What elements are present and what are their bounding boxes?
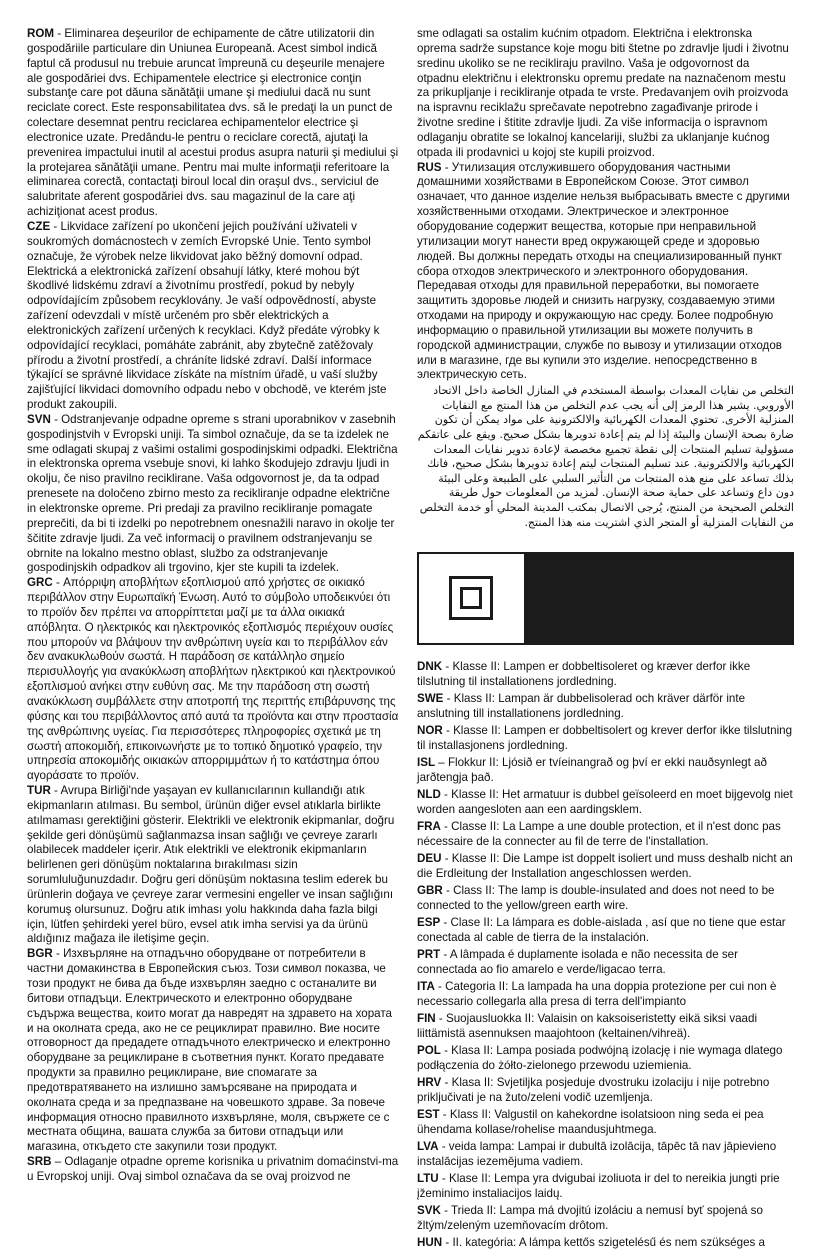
lang-paragraph-arabic: التخلص من نفايات المعدات بواسطة المستخدم في المنازل الخاصة داخل الاتحاد الأوروبي. يشير هذا الرمز إلى أنه يجب عدم التخلص من هذا المنتج مع النفايات المنزلية الأخرى. تحتوي المعدات الكهربائية والالكترونية على مواد يمكن أن تكون ضارة بصحة الإنسان والبيئة إذا لم يتم إعادة تدويرها بشكل صحيح. ويقع على عاتقكم مسؤولية تسليم المنتجات إلى نقطة تجميع مخصصة لإعادة تدوير نفايات المعدات الكهربائية والالكترونية. عند تسليم المنتجات ليتم إعادة تدويرها بشكل صحيح، فانك بذلك تساعد على منع هذه المنتجات من التأثير السلبي على الطبيعة وعلى البيئة دون داع وتساعد على حماية صحة الإنسان. لمزيد من المعلومات حول طريقة التخلص الصحيحة من المنتج، يُرجى الاتصال بمكتب المدينة المحلي أو خدمة التخلص من النفايات المنزلية أو المتجر الذي اشتريت منه هذا المنتج. bbox=[417, 384, 794, 529]
paragraph-text: Απόρριψη αποβλήτων εξοπλισμού από χρήστες σε οικιακό περιβάλλον στην Ευρωπαϊκή Ένωση. Αυτό το σύμβολο υποδεικνύει ότι το προϊόν δεν πρέπει να απορρίπτεται μαζί με τα άλλα οικιακά απόβλητα. Ο ηλεκτρικός και ηλεκτρονικός εξοπλισμός περιέχουν ουσίες που μπορούν να βλάψουν την ανθρώπινη υγεία και το περιβάλλον εάν δεν ανακυκλωθούν σωστά. Η παράδοση σε κατάλληλο σημείο περισυλλογής για ανακύκλωση αποβλήτων ηλεκτρικού και ηλεκτρονικού εξοπλισμού ανήκει στην ευθύνη σας. Με την παράδοση στη σωστή ανακύκλωση συμβάλλετε στην αποτροπή της περιττής επιβάρυνσης της φύσης και του περιβάλλοντος από αυτά τα προϊόντα και στην προστασία της ανθρώπινης υγείας. Για περισσότερες πληροφορίες σχετικά με τη σωστή αποκομιδή, επικοινωνήστε με το τοπικό δημοτικό γραφείο, την υπηρεσία αποκομιδής οικιακών απορριμμάτων ή το κατάστημα όπου αγοράσατε το προϊόν. bbox=[27, 576, 399, 783]
class-ii-item: ITA - Categoria II: La lampada ha una doppia protezione per cui non è necessario collegarla alla presa di terra dell'impianto bbox=[417, 979, 777, 1008]
paragraph-text: sme odlagati sa ostalim kućnim otpadom. Električna i elektronska oprema sadrže supstance koje mogu biti štetne po zdravlje ljudi i životnu sredinu ukoliko se ne recikliraju pravilno. Vaša je odgovornost da otpadnu električnu i elektronsku opremu predate na naznačenom mestu za prikupljanje i recikliranje otpada te vrste. Predavanjem ovih proizvoda na ispravnu reciklažu sprečavate nepotrebno zagađivanje prirode i životne sredine i štitite zdravlje ljudi. Za više informacija o ispravnom odlaganju obratite se lokalnoj kancelariji, službi za uklanjanje kućnog otpada ili prodavnici u kojoj ste kupili proizvod. bbox=[417, 27, 789, 159]
class-ii-item: FRA - Classe II: La Lampe a une double protection, et il n'est donc pas nécessaire de la connecter au fil de terre de l'installation. bbox=[417, 819, 781, 848]
class-ii-item: LTU - Klase II: Lempa yra dvigubai izoliuota ir del to nereikia jungti prie įžeminimo instaliacijos laidų. bbox=[417, 1171, 780, 1200]
lang-code: ESP bbox=[417, 915, 441, 929]
item-text: Klasse II: Die Lampe ist doppelt isoliert und muss deshalb nicht an die Erdleitung der Installation angeschlossen werden. bbox=[417, 851, 793, 880]
class-ii-item: HUN - II. kategória: A lámpa kettős szigetelésű és nem szükséges a bbox=[417, 1235, 765, 1249]
lang-paragraph-srb: SRB – Odlaganje otpadne opreme korisnika u privatnim domaćinstvi-ma u Evropskoj uniji. Ovaj simbol označava da se ovaj proizvod ne bbox=[27, 1155, 399, 1183]
inner-square bbox=[460, 587, 482, 609]
item-text: Suojausluokka II: Valaisin on kaksoiseristetty eikä siksi vaadi liittämistä asennuksen maajohtoon (keltainen/vihreä). bbox=[417, 1011, 758, 1040]
lang-code: ISL bbox=[417, 755, 436, 769]
paragraph-text: Утилизация отслужившего оборудования частными домашними хозяйствами в Европейском Союзе. Этот символ означает, что данное изделие нельзя выбрасывать вместе с другими хозяйственными отходами. Электрическое и электронное оборудование содержит вещества, которые при неправильной утилизации могут нанести вред окружающей среде и здоровью людей. Вы должны передать отходы на специализированный пункт сбора отходов электрического и электронного оборудования. Передавая отходы для правильной переработки, вы помогаете защитить здоровье людей и снизить нагрузку, создаваемую этими отходами на природу и окружающую нас среду. Более подробную информацию о правильной утилизации вы можете получить в городской администрации, службе по вывозу и утилизации отходов или в магазине, где вы купили это изделие. непосредственно в электрическую сеть. bbox=[417, 160, 790, 382]
item-text: Klass II: Valgustil on kahekordne isolatsioon ning seda ei pea ühendama kollase/rohelise maandusjuhtmega. bbox=[417, 1107, 764, 1136]
item-text: Klasse II: Het armatuur is dubbel geïsoleerd en moet bijgevolg niet worden aangesloten aan een aardingsklem. bbox=[417, 787, 793, 816]
item-text: Classe II: La Lampe a une double protection, et il n'est donc pas nécessaire de la connecter au fil de terre de l'installation. bbox=[417, 819, 781, 848]
class-ii-item: SVK - Trieda II: Lampa má dvojitú izoláciu a nemusí byť spojená so žltým/zeleným uzemňovacím drôtom. bbox=[417, 1203, 763, 1232]
lang-paragraph-bgr: BGR - Изхвърляне на отпадъчно оборудване от потребители в частни домакинства в Европейския съюз. Този символ показва, че този продукт не бива да бъде изхвърлян заедно с останалите ви битови отпадъци. Електрическото и електронно оборудване съдържа вещества, които могат да навредят на здравето на хората и на околната среда, ако не се рециклират правилно. Вие носите отговорност да предадете отпадъчното електрическо и електронно оборудване за рециклиране в съответния пункт. Когато предавате продукти за правилно рециклиране, вие спомагате за предотвратяването на излишно замърсяване на природата и околната среда и за предпазване на човешкото здраве. За повече информация относно правилното изхвърляне, моля, свържете се с местната община, вашата служба за битови отпадъци или магазина, откъдето сте закупили този продукт. bbox=[27, 947, 392, 1154]
class-ii-item: EST - Klass II: Valgustil on kahekordne isolatsioon ning seda ei pea ühendama kollase/rohelise maandusjuhtmega. bbox=[417, 1107, 764, 1136]
lang-code: TUR bbox=[27, 784, 51, 798]
item-text: A lâmpada é duplamente isolada e não necessita de ser connectada ao fio amarelo e verde/ligacao terra. bbox=[417, 947, 738, 976]
item-text: Clase II: La lámpara es doble-aislada , así que no tiene que estar conectada al cable de tierra de la instalación. bbox=[417, 915, 786, 944]
item-text: Klasse II: Lampen er dobbeltisolert og krever derfor ikke tilslutning til installasjonens jordledning. bbox=[417, 723, 793, 752]
item-text: Klasse II: Lampen er dobbeltisoleret og kræver derfor ikke tilslutning til installationens jordledning. bbox=[417, 660, 751, 688]
lang-code: CZE bbox=[27, 219, 51, 233]
lang-code: FRA bbox=[417, 819, 441, 833]
paragraph-text: Avrupa Birliği'nde yaşayan ev kullanıcılarının kullandığı atık ekipmanların atılması. Bu sembol, ürünün diğer evsel atıklarla birlikte atılmaması gerektiğini gösterir. Elektrikli ve elektronik ekipmanlar, doğru şekilde geri dönüşümü sağlanmazsa insan sağlığı ve çevreye zararlı olabilecek maddeler içerir. Atık elektrikli ve elektronik ekipmanların belirlenen geri dönüşüm noktalarına bırakılması sizin sorumluluğunuzdadır. Doğru geri dönüşüm noktasına teslim ederek bu ürünlerin doğaya ve çevreye zarar vermesini engeller ve insan sağlığını korumuş olursunuz. Doğru atık imhası yolu hakkında daha fazla bilgi için, lütfen şehirdeki yerel büro, evsel atık imha servisi ya da ürünü aldığınız mağaza ile iletişime geçin. bbox=[27, 784, 395, 946]
item-text: II. kategória: A lámpa kettős szigetelésű és nem szükséges a bbox=[452, 1235, 765, 1249]
item-text: Klasa II: Lampa posiada podwójną izolację i nie wymaga dlatego podłączenia do żółto-zielonego przewodu uziemienia. bbox=[417, 1043, 783, 1072]
class-ii-item: POL - Klasa II: Lampa posiada podwójną izolację i nie wymaga dlatego podłączenia do żółto-zielonego przewodu uziemienia. bbox=[417, 1043, 783, 1072]
lang-paragraph-rom: ROM - Eliminarea deşeurilor de echipamente de către utilizatorii din gospodăriile particulare din Uniunea Europeană. Acest simbol indică faptul că produsul nu trebuie aruncat împreună cu deşeurile menajere ale gospodăriei dvs. Echipamentele electrice şi electronice conţin substanţe care pot dăuna sănătăţii umane şi mediului dacă nu sunt reciclate corect. Este responsabilitatea dvs. să le predaţi la un punct de colectare desemnat pentru reciclarea echipamentelor electrice şi electronice uzate. Predându-le pentru o reciclare corectă, ajutaţi la prevenirea impactului inutil al acestui produs asupra naturii şi mediului şi la protejarea sănătăţii umane. Pentru mai multe informaţii referitoare la eliminarea corectă, contactaţi biroul local din oraşul dvs., serviciul de salubritate aferent gospodăriei dvs. sau magazinul de la care aţi achiziţionat acest produs. bbox=[27, 27, 399, 219]
lang-code: DNK bbox=[417, 660, 443, 673]
class-ii-item: GBR - Class II: The lamp is double-insulated and does not need to be connected to the yellow/green earth wire. bbox=[417, 883, 775, 912]
paragraph-text: Изхвърляне на отпадъчно оборудване от потребители в частни домакинства в Европейския съюз. Този символ показва, че този продукт не бива да бъде изхвърлян заедно с останалите ви битови отпадъци. Електрическото и електронно оборудване съдържа вещества, които могат да навредят на здравето на хората и на околната среда, ако не се рециклират правилно. Вие носите отговорност да предадете отпадъчното електрическо и електронно оборудване за рециклиране в съответния пункт. Когато предавате продукти за правилно рециклиране, вие спомагате за предотвратяването на излишно замърсяване на природата и околната среда и за предпазване на човешкото здраве. За повече информация относно правилното изхвърляне, моля, свържете се с местната община, вашата служба за битови отпадъци или магазина, откъдето сте закупили този продукт. bbox=[27, 947, 392, 1154]
lang-code: POL bbox=[417, 1043, 441, 1057]
class-ii-item: NOR - Klasse II: Lampen er dobbeltisolert og krever derfor ikke tilslutning til installasjonens jordledning. bbox=[417, 723, 793, 752]
class-ii-item: PRT - A lâmpada é duplamente isolada e não necessita de ser connectada ao fio amarelo e verde/ligacao terra. bbox=[417, 947, 738, 976]
class-ii-item: DEU - Klasse II: Die Lampe ist doppelt isoliert und muss deshalb nicht an die Erdleitung der Installation angeschlossen werden. bbox=[417, 851, 793, 880]
lang-paragraph-svn: SVN - Odstranjevanje odpadne opreme s strani uporabnikov v zasebnih gospodinjstvih v Evropski uniji. Ta simbol označuje, da se ta izdelek ne sme odlagati skupaj z vašimi ostalimi gospodinjskimi odpadki. Električna in elektronska oprema vsebuje snovi, ki lahko škodujejo zdravju ljudi in okolju, če niso pravilno reciklirane. Vaša odgovornost je, da ta odpad prenesete na določeno zbirno mesto za recikliranje odpadne električne in elektronske opreme. Pri predaji za pravilno recikliranje pomagate preprečiti, da bi ti izdelki po nepotrebnem onesnažili naravo in okolje ter ščitite zdravje ljudi. Za več informacij o pravilnem odstranjevanju se obrnite na lokalno mestno oblast, službo za odstranjevanje gospodinjskih odpadkov ali trgovino, kjer ste kupili ta izdelek. bbox=[27, 412, 398, 575]
lang-code: LTU bbox=[417, 1171, 439, 1185]
lang-code: EST bbox=[417, 1107, 440, 1121]
item-text: Klase II: Lempa yra dvigubai izoliuota ir del to nereikia jungti prie įžeminimo instaliacijos laidų. bbox=[417, 1171, 780, 1200]
class-ii-double-square-icon bbox=[449, 576, 493, 620]
class-ii-list bbox=[417, 660, 794, 1253]
paragraph-text: Odstranjevanje odpadne opreme s strani uporabnikov v zasebnih gospodinjstvih v Evropski uniji. Ta simbol označuje, da se ta izdelek ne sme odlagati skupaj z vašimi ostalimi gospodinjskimi odpadki. Električna in elektronska oprema vsebuje snovi, ki lahko škodujejo zdravju ljudi in okolju, če niso pravilno reciklirane. Vaša odgovornost je, da ta odpad prenesete na določeno zbirno mesto za recikliranje odpadne električne in elektronske opreme. Pri predaji za pravilno recikliranje pomagate preprečiti, da bi ti izdelki po nepotrebnem onesnažili naravo in okolje ter ščitite zdravje ljudi. Za več informacij o pravilnem odstranjevanju se obrnite na lokalno mestno oblast, službo za odstranjevanje gospodinjskih odpadkov ali trgovino, kjer ste kupili ta izdelek. bbox=[27, 412, 398, 575]
class-ii-item: HRV - Klasa II: Svjetiljka posjeduje dvostruku izolaciju i nije potrebno priključivati je na žuto/zeleni vodič uzemljenja. bbox=[417, 1075, 770, 1104]
lang-code: GRC bbox=[27, 576, 53, 590]
left-column bbox=[27, 27, 399, 1185]
class-ii-item: FIN - Suojausluokka II: Valaisin on kaksoiseristetty eikä siksi vaadi liittämistä asennuksen maajohtoon (keltainen/vihreä). bbox=[417, 1011, 758, 1040]
item-text: Klass II: Lampan är dubbelisolerad och kräver därför inte anslutning till installationens jordledning. bbox=[417, 691, 746, 720]
right-column bbox=[417, 27, 794, 530]
lang-code: HUN bbox=[417, 1235, 443, 1249]
class-ii-item: ESP - Clase II: La lámpara es doble-aislada , así que no tiene que estar conectada al cable de tierra de la instalación. bbox=[417, 915, 786, 944]
item-text: Flokkur II: Ljósið er tvíeinangrað og því er ekki nauðsynlegt að jarðtengja það. bbox=[417, 755, 767, 784]
paragraph-text: Eliminarea deşeurilor de echipamente de către utilizatorii din gospodăriile particulare din Uniunea Europeană. Acest simbol indică faptul că produsul nu trebuie aruncat împreună cu deşeurile menajere ale gospodăriei dvs. Echipamentele electrice şi electronice conţin substanţe care pot dăuna sănătăţii umane şi mediului dacă nu sunt reciclate corect. Este responsabilitatea dvs. să le predaţi la un punct de colectare desemnat pentru reciclarea echipamentelor electrice şi electronice uzate. Predându-le pentru o reciclare corectă, ajutaţi la prevenirea impactului inutil al acestui produs asupra naturii şi mediului şi la protejarea sănătăţii umane. Pentru mai multe informaţii referitoare la eliminarea corectă, contactaţi biroul local din oraşul dvs., serviciul de salubritate aferent gospodăriei dvs. sau magazinul de la care aţi achiziţionat acest produs. bbox=[27, 27, 399, 219]
lang-paragraph-grc: GRC - Απόρριψη αποβλήτων εξοπλισμού από χρήστες σε οικιακό περιβάλλον στην Ευρωπαϊκή Ένωση. Αυτό το σύμβολο υποδεικνύει ότι το προϊόν δεν πρέπει να απορρίπτεται μαζί με τα άλλα οικιακά απόβλητα. Ο ηλεκτρικός και ηλεκτρονικός εξοπλισμός περιέχουν ουσίες που μπορούν να βλάψουν την ανθρώπινη υγεία και το περιβάλλον εάν δεν ανακυκλωθούν σωστά. Η παράδοση σε κατάλληλο σημείο περισυλλογής για ανακύκλωση αποβλήτων ηλεκτρικού και ηλεκτρονικού εξοπλισμού ανήκει στην ευθύνη σας. Με την παράδοση στη σωστή ανακύκλωση συμβάλλετε στην αποτροπή της περιττής επιβάρυνσης της φύσης και του περιβάλλοντος από αυτά τα προϊόντα και στην προστασία της ανθρώπινης υγείας. Για περισσότερες πληροφορίες σχετικά με τη σωστή αποκομιδή, επικοινωνήστε με το τοπικό δημοτικό γραφείο, την υπηρεσία αποκομιδής οικιακών απορριμμάτων ή το κατάστημα όπου αγοράσατε το προϊόν. bbox=[27, 576, 399, 783]
lang-code: PRT bbox=[417, 947, 441, 961]
lang-code: GBR bbox=[417, 883, 443, 897]
lang-paragraph-srb-continued bbox=[417, 27, 794, 161]
class-ii-item: NLD - Klasse II: Het armatuur is dubbel geïsoleerd en moet bijgevolg niet worden aangesloten aan een aardingsklem. bbox=[417, 787, 793, 816]
lang-paragraph-tur: TUR - Avrupa Birliği'nde yaşayan ev kullanıcılarının kullandığı atık ekipmanların atılması. Bu sembol, ürünün diğer evsel atıklarla birlikte atılmaması gerektiğini gösterir. Elektrikli ve elektronik ekipmanlar, doğru şekilde geri dönüşümü sağlanmazsa insan sağlığı ve çevreye zararlı olabilecek maddeler içerir. Atık elektrikli ve elektronik ekipmanların belirlenen geri dönüşüm noktalarına bırakılması sizin sorumluluğunuzdadır. Doğru geri dönüşüm noktasına teslim ederek bu ürünlerin doğaya ve çevreye zarar vermesini engeller ve insan sağlığını korumuş olursunuz. Doğru atık imhası yolu hakkında daha fazla bilgi için, lütfen şehirdeki yerel büro, evsel atık imha servisi ya da ürünü aldığınız mağaza ile iletişime geçin. bbox=[27, 784, 395, 946]
item-text: Klasa II: Svjetiljka posjeduje dvostruku izolaciju i nije potrebno priključivati je na žuto/zeleni vodič uzemljenja. bbox=[417, 1075, 770, 1104]
paragraph-text: Likvidace zařízení po ukončení jejich používání uživateli v soukromých domácnostech v zemích Evropské Unie. Tento symbol označuje, že výrobek nelze likvidovat jako běžný domovní odpad. Elektrická a elektronická zařízení obsahují látky, které mohou být škodlivé lidskému zdraví a životnímu prostředí, pokud by nebyly odpovídajícím způsobem recyklovány. Je vaší odpovědností, abyste zařízení odevzdali v místě určeném pro sběr elektrických a elektronických zařízení určených k recyklaci. Když předáte výrobky k odpovídající recyklaci, pomáháte zabránit, aby zbytečně zatěžovaly přírodu a životní prostředí, a chráníte lidské zdraví. Další informace týkající se správné likvidace získáte na místním úřadě, u vaší služby zajišťující likvidaci domovního odpadu nebo v obchodě, ve kterém jste produkt zakoupili. bbox=[27, 219, 387, 412]
lang-code: SVK bbox=[417, 1203, 441, 1217]
lang-code: SVN bbox=[27, 412, 51, 426]
paragraph-text: Odlaganje otpadne opreme korisnika u privatnim domaćinstvi-ma u Evropskoj uniji. Ovaj simbol označava da se ovaj proizvod ne bbox=[27, 1155, 399, 1183]
lang-code: HRV bbox=[417, 1075, 442, 1089]
lang-code: DEU bbox=[417, 851, 442, 865]
lang-code: FIN bbox=[417, 1011, 436, 1025]
lang-code: SWE bbox=[417, 691, 444, 705]
item-text: veida lampa: Lampai ir dubultā izolācija, tāpēc tā nav jāpievieno instalācijas iezemējuma vadiem. bbox=[417, 1139, 777, 1168]
item-text: Categoria II: La lampada ha una doppia protezione per cui non è necessario collegarla alla presa di terra dell'impianto bbox=[417, 979, 777, 1008]
lang-code: ROM bbox=[27, 27, 55, 40]
lang-code: LVA bbox=[417, 1139, 439, 1153]
lang-code: NOR bbox=[417, 723, 443, 737]
lang-paragraph-cze: CZE - Likvidace zařízení po ukončení jejich používání uživateli v soukromých domácnostech v zemích Evropské Unie. Tento symbol označuje, že výrobek nelze likvidovat jako běžný domovní odpad. Elektrická a elektronická zařízení obsahují látky, které mohou být škodlivé lidskému zdraví a životnímu prostředí, pokud by nebyly odpovídajícím způsobem recyklovány. Je vaší odpovědností, abyste zařízení odevzdali v místě určeném pro sběr elektrických a elektronických zařízení určených k recyklaci. Když předáte výrobky k odpovídající recyklaci, pomáháte zabránit, aby zbytečně zatěžovaly přírodu a životní prostředí, a chráníte lidské zdraví. Další informace týkající se správné likvidace získáte na místním úřadě, u vaší služby zajišťující likvidaci domovního odpadu nebo v obchodě, ve kterém jste produkt zakoupili. bbox=[27, 219, 387, 412]
icon-panel bbox=[419, 554, 524, 643]
item-text: Class II: The lamp is double-insulated and does not need to be connected to the yellow/green earth wire. bbox=[417, 883, 775, 912]
lang-code: NLD bbox=[417, 787, 441, 801]
class-ii-item: LVA - veida lampa: Lampai ir dubultā izolācija, tāpēc tā nav jāpievieno instalācijas iezemējuma vadiem. bbox=[417, 1139, 777, 1168]
class-ii-item: SWE - Klass II: Lampan är dubbelisolerad och kräver därför inte anslutning till installationens jordledning. bbox=[417, 691, 746, 720]
lang-code: RUS bbox=[417, 160, 442, 174]
class-ii-item: DNK - Klasse II: Lampen er dobbeltisoleret og kræver derfor ikke tilslutning til installationens jordledning. bbox=[417, 660, 751, 688]
lang-paragraph-rus: RUS - Утилизация отслужившего оборудования частными домашними хозяйствами в Европейском Союзе. Этот символ означает, что данное изделие нельзя выбрасывать вместе с другими хозяйственными отходами. Электрическое и электронное оборудование содержит вещества, которые при неправильной утилизации могут нанести вред окружающей среде и здоровью людей. Вы должны передать отходы на специализированный пункт сбора отходов электрического и электронного оборудования. Передавая отходы для правильной переработки, вы помогаете защитить здоровье людей и снизить нагрузку, создаваемую этими отходами на природу и окружающую нас среду. Более подробную информацию о правильной утилизации вы можете получить в городской администрации, службе по вывозу и утилизации отходов или в магазине, где вы купили это изделие. непосредственно в электрическую сеть. bbox=[417, 160, 790, 382]
lang-code: ITA bbox=[417, 979, 435, 993]
lang-code: SRB bbox=[27, 1155, 52, 1169]
class-ii-item: ISL – Flokkur II: Ljósið er tvíeinangrað og því er ekki nauðsynlegt að jarðtengja það. bbox=[417, 755, 767, 784]
item-text: Trieda II: Lampa má dvojitú izoláciu a nemusí byť spojená so žltým/zeleným uzemňovacím drôtom. bbox=[417, 1203, 763, 1232]
class-ii-banner bbox=[417, 552, 794, 645]
lang-code: BGR bbox=[27, 947, 53, 961]
